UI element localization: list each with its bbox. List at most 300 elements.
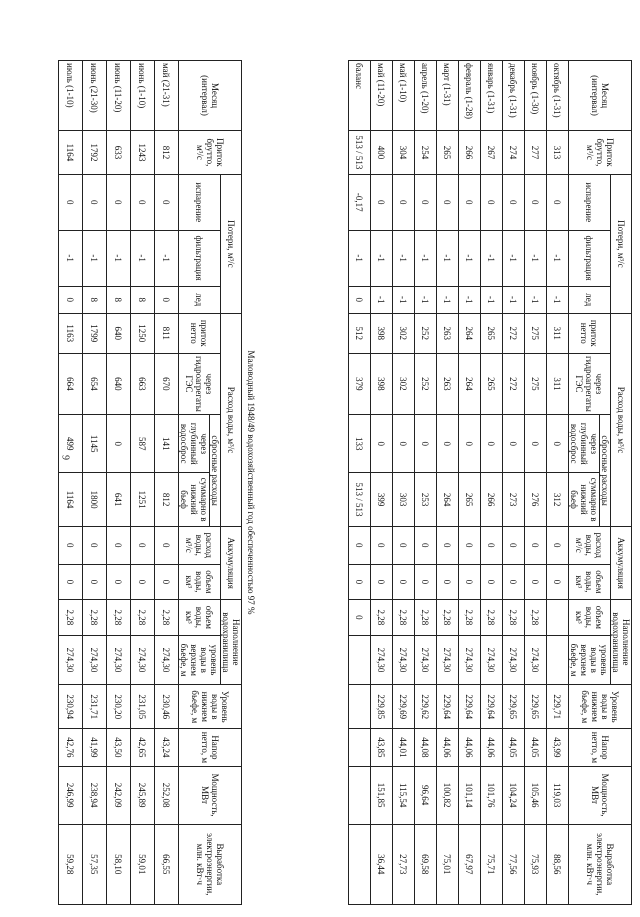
cell-head: 44,06 [481,729,503,767]
cell-evap: 0 [131,174,155,230]
cell-power [349,766,371,824]
cell-month: декабрь (1-31) [503,61,525,131]
cell-month: июнь (1-10) [131,61,155,131]
cell-filt: -1 [437,230,459,286]
hdr2-inflow-gross: Приток брутто, м³/с [179,131,242,175]
cell-low: 229,65 [503,685,525,729]
cell-month: июнь (11-20) [107,61,131,131]
cell-evap: 0 [83,174,107,230]
cell-aflow: 0 [503,526,525,564]
hdr2-energy: Выработка электроэнергии, млн. кВт·ч [179,824,242,904]
cell-inflow: 1792 [83,131,107,175]
cell-energy: 66,55 [155,824,179,904]
hdr2-via-hpp: через гидроагрегаты ГЭС [179,353,221,415]
cell-spill: 0 [371,415,393,473]
cell-energy: 58,10 [107,824,131,904]
cell-ice: -1 [547,286,569,313]
hdr-level-upper: уровень воды в верхнем бьефе, м [569,635,611,685]
cell-energy: 59,28 [59,824,83,904]
table-row [131,61,155,905]
cell-month: ноябрь (1-30) [525,61,547,131]
cell-hpp: 670 [155,353,179,415]
cell-total: 312 [547,473,569,527]
hdr-evaporation: испарение [569,174,611,230]
cell-avol: 0 [481,564,503,600]
table-row [59,61,83,905]
cell-aflow: 0 [349,526,371,564]
cell-avol: 0 [459,564,481,600]
cell-inflow: 513 / 513 [349,131,371,175]
cell-lvl: 274,30 [393,635,415,685]
cell-spill: 1145 [83,415,107,473]
cell-energy: 88,56 [547,824,569,904]
cell-power: 119,03 [547,766,569,824]
cell-total: 513 / 513 [349,473,371,527]
hdr-accumulation: Аккумуляция [611,526,632,599]
cell-lvl: 274,30 [371,635,393,685]
cell-vol [547,600,569,636]
cell-vol: 2,28 [155,600,179,636]
table-regime-2 [58,60,242,905]
cell-total: 1251 [131,473,155,527]
hdr2-power: Мощность, МВт [179,766,242,824]
cell-lvl [547,635,569,685]
cell-avol: 0 [547,564,569,600]
cell-month: май (21-31) [155,61,179,131]
cell-inflow: 400 [371,131,393,175]
cell-evap: 0 [59,174,83,230]
hdr-power: Мощность, МВт [569,766,632,824]
cell-spill: 0 [525,415,547,473]
cell-ice: -1 [371,286,393,313]
cell-inflow: 274 [503,131,525,175]
cell-aflow: 0 [371,526,393,564]
table-row [83,61,107,905]
cell-ice: -1 [525,286,547,313]
cell-filt: -1 [459,230,481,286]
cell-ice: 8 [107,286,131,313]
cell-filt: -1 [371,230,393,286]
cell-energy: 67,97 [459,824,481,904]
cell-evap: -0,17 [349,174,371,230]
cell-head: 42,65 [131,729,155,767]
cell-net: 512 [349,313,371,353]
cell-evap: 0 [503,174,525,230]
hdr-fill-volume: объем воды, км³ [569,600,611,636]
cell-net: 264 [459,313,481,353]
cell-evap: 0 [393,174,415,230]
table-row [371,61,393,905]
hdr-discharge: сбросные расходы [600,415,611,527]
cell-hpp: 265 [481,353,503,415]
table-row [459,61,481,905]
cell-inflow: 812 [155,131,179,175]
cell-head: 43,50 [107,729,131,767]
cell-inflow: 266 [459,131,481,175]
cell-low: 229,65 [525,685,547,729]
table-row [349,61,371,905]
cell-hpp: 272 [503,353,525,415]
hdr2-total-tail: суммарно в нижний бьеф [179,473,210,527]
cell-low: 231,05 [131,685,155,729]
cell-month: май (11-20) [371,61,393,131]
hdr-level-lower: Уровень воды в нижнем бьефе, м [569,685,632,729]
table-regime-1 [348,60,632,905]
cell-avol: 0 [131,564,155,600]
cell-ice: 0 [59,286,83,313]
cell-inflow: 633 [107,131,131,175]
cell-aflow: 0 [393,526,415,564]
cell-low [349,685,371,729]
cell-low: 230,94 [59,685,83,729]
cell-aflow: 0 [131,526,155,564]
cell-filt: -1 [155,230,179,286]
cell-aflow: 0 [155,526,179,564]
cell-evap: 0 [459,174,481,230]
cell-spill: 0 [459,415,481,473]
table-2-body [59,61,179,905]
cell-total: 264 [437,473,459,527]
cell-filt: -1 [525,230,547,286]
cell-evap: 0 [547,174,569,230]
cell-month: июнь (21-30) [83,61,107,131]
cell-vol: 2,28 [371,600,393,636]
cell-energy: 59,01 [131,824,155,904]
cell-power: 100,82 [437,766,459,824]
cell-evap: 0 [371,174,393,230]
cell-spill: 587 [131,415,155,473]
cell-ice: 8 [83,286,107,313]
cell-hpp: 275 [525,353,547,415]
cell-spill: 0 [547,415,569,473]
hdr-reservoir-fill: Наполнение водохранилища [611,600,632,685]
cell-vol: 2,28 [503,600,525,636]
cell-power: 245,89 [131,766,155,824]
cell-spill: 0 [107,415,131,473]
hdr2-evaporation: испарение [179,174,221,230]
cell-ice: -1 [481,286,503,313]
cell-power: 101,76 [481,766,503,824]
cell-aflow: 0 [415,526,437,564]
cell-vol: 2,28 [393,600,415,636]
cell-hpp: 379 [349,353,371,415]
table-row [547,61,569,905]
cell-spill: 141 [155,415,179,473]
cell-avol: 0 [525,564,547,600]
cell-head: 44,06 [437,729,459,767]
cell-avol: 0 [59,564,83,600]
cell-inflow: 313 [547,131,569,175]
cell-lvl: 274,30 [415,635,437,685]
cell-evap: 0 [415,174,437,230]
cell-energy: 75,71 [481,824,503,904]
hdr2-inflow-net: приток нетто [179,313,221,353]
hdr2-via-spillway: через глубинный водосброс [179,415,210,473]
cell-evap: 0 [155,174,179,230]
cell-ice: -1 [437,286,459,313]
cell-lvl: 274,30 [481,635,503,685]
cell-head: 43,85 [371,729,393,767]
table-row [525,61,547,905]
cell-ice: 0 [349,286,371,313]
cell-filt: -1 [349,230,371,286]
cell-low: 231,71 [83,685,107,729]
cell-hpp: 252 [415,353,437,415]
cell-total: 399 [371,473,393,527]
cell-ice: -1 [415,286,437,313]
cell-power: 96,64 [415,766,437,824]
cell-total: 812 [155,473,179,527]
hdr-acc-flow: расход воды, м³/с [569,526,611,564]
cell-power: 252,08 [155,766,179,824]
cell-net: 1250 [131,313,155,353]
cell-low: 229,64 [437,685,459,729]
table-1-body [349,61,569,905]
cell-lvl: 274,30 [131,635,155,685]
cell-energy: 69,58 [415,824,437,904]
hdr2-acc-flow: расход воды, м³/с [179,526,221,564]
cell-vol: 2,28 [59,600,83,636]
cell-month: апрель (1-20) [415,61,437,131]
cell-hpp: 311 [547,353,569,415]
cell-filt: -1 [393,230,415,286]
cell-lvl: 274,30 [155,635,179,685]
cell-head: 44,01 [393,729,415,767]
cell-filt: -1 [59,230,83,286]
cell-avol: 0 [503,564,525,600]
cell-vol: 2,28 [83,600,107,636]
cell-vol: 2,28 [131,600,155,636]
table-row [155,61,179,905]
cell-hpp: 640 [107,353,131,415]
page-number: 9 [59,455,71,460]
cell-head [349,729,371,767]
hdr-water-flow: Расход воды, м³/с [611,313,632,526]
cell-net: 398 [371,313,393,353]
hdr2-head: Напор нетто, м [179,729,242,767]
cell-total: 266 [481,473,503,527]
cell-head: 44,05 [525,729,547,767]
table-row [503,61,525,905]
cell-hpp: 264 [459,353,481,415]
cell-lvl: 274,30 [459,635,481,685]
cell-power: 105,46 [525,766,547,824]
cell-aflow: 0 [459,526,481,564]
cell-aflow: 0 [437,526,459,564]
hdr-energy: Выработка электроэнергии, млн. кВт·ч [569,824,632,904]
hdr-ice: лед [569,286,611,313]
cell-spill: 0 [437,415,459,473]
cell-avol: 0 [371,564,393,600]
cell-power: 238,94 [83,766,107,824]
cell-vol: 0 [349,600,371,636]
cell-head: 44,08 [415,729,437,767]
cell-month: октябрь (1-31) [547,61,569,131]
cell-inflow: 1243 [131,131,155,175]
cell-spill: 133 [349,415,371,473]
cell-month: март (1-31) [437,61,459,131]
cell-inflow: 304 [393,131,415,175]
cell-ice: -1 [459,286,481,313]
cell-hpp: 398 [371,353,393,415]
cell-filt: -1 [83,230,107,286]
cell-net: 1799 [83,313,107,353]
cell-avol: 0 [415,564,437,600]
cell-vol: 2,28 [459,600,481,636]
cell-net: 302 [393,313,415,353]
cell-energy: 75,01 [437,824,459,904]
cell-energy: 27,73 [393,824,415,904]
hdr2-level-upper: уровень воды в верхнем бьефе, м [179,635,221,685]
cell-spill: 0 [415,415,437,473]
cell-hpp: 664 [59,353,83,415]
cell-ice: -1 [503,286,525,313]
hdr-total-tail: суммарно в нижний бьеф [569,473,600,527]
hdr2-accumulation: Аккумуляция [221,526,242,599]
table-row [481,61,503,905]
cell-energy: 36,44 [371,824,393,904]
cell-low: 229,62 [415,685,437,729]
cell-total: 1164 [59,473,83,527]
cell-aflow: 0 [547,526,569,564]
cell-aflow: 0 [107,526,131,564]
cell-low: 229,64 [459,685,481,729]
cell-spill: 0 [481,415,503,473]
hdr2-ice: лед [179,286,221,313]
cell-filt: -1 [131,230,155,286]
cell-lvl [349,635,371,685]
cell-head: 43,99 [547,729,569,767]
cell-ice: 8 [131,286,155,313]
cell-evap: 0 [437,174,459,230]
cell-lvl: 274,30 [83,635,107,685]
cell-inflow: 1164 [59,131,83,175]
cell-low: 230,20 [107,685,131,729]
cell-low: 229,69 [393,685,415,729]
cell-power: 104,24 [503,766,525,824]
cell-aflow: 0 [59,526,83,564]
cell-evap: 0 [481,174,503,230]
cell-power: 246,99 [59,766,83,824]
cell-net: 311 [547,313,569,353]
hdr-via-spillway: через глубинный водосброс [569,415,600,473]
hdr-filtration: фильтрация [569,230,611,286]
cell-inflow: 267 [481,131,503,175]
hdr-via-hpp: через гидроагрегаты ГЭС [569,353,611,415]
cell-hpp: 663 [131,353,155,415]
cell-low: 229,64 [481,685,503,729]
cell-lvl: 274,30 [107,635,131,685]
cell-low: 230,46 [155,685,179,729]
cell-aflow: 0 [83,526,107,564]
cell-total: 1800 [83,473,107,527]
cell-filt: -1 [415,230,437,286]
cell-energy: 77,56 [503,824,525,904]
cell-total: 276 [525,473,547,527]
cell-hpp: 302 [393,353,415,415]
cell-lvl: 274,30 [59,635,83,685]
cell-avol: 0 [437,564,459,600]
cell-ice: -1 [393,286,415,313]
table-row [437,61,459,905]
cell-filt: -1 [503,230,525,286]
cell-vol: 2,28 [415,600,437,636]
hdr2-month: Месяц (интервал) [179,61,242,131]
cell-energy: 57,35 [83,824,107,904]
cell-total: 641 [107,473,131,527]
cell-hpp: 263 [437,353,459,415]
cell-avol: 0 [349,564,371,600]
cell-net: 640 [107,313,131,353]
cell-avol: 0 [393,564,415,600]
hdr-inflow-net: приток нетто [569,313,611,353]
cell-net: 1163 [59,313,83,353]
cell-avol: 0 [107,564,131,600]
hdr-acc-volume: объем воды, км³ [569,564,611,600]
hdr2-level-lower: Уровень воды в нижнем бьефе, м [179,685,242,729]
cell-inflow: 254 [415,131,437,175]
hdr-head: Напор нетто, м [569,729,632,767]
cell-hpp: 654 [83,353,107,415]
table-row [107,61,131,905]
cell-low: 229,85 [371,685,393,729]
cell-filt: -1 [481,230,503,286]
cell-total: 253 [415,473,437,527]
cell-net: 811 [155,313,179,353]
cell-month: февраль (1-28) [459,61,481,131]
cell-month: январь (1-31) [481,61,503,131]
hdr-inflow-gross: Приток брутто, м³/с [569,131,632,175]
cell-head: 42,76 [59,729,83,767]
cell-head: 44,05 [503,729,525,767]
hdr2-fill-volume: объем воды, км³ [179,600,221,636]
hdr2-discharge: сбросные расходы [210,415,221,527]
hdr2-acc-volume: объем воды, км³ [179,564,221,600]
cell-filt: -1 [107,230,131,286]
cell-avol: 0 [155,564,179,600]
cell-net: 275 [525,313,547,353]
cell-power: 151,85 [371,766,393,824]
cell-net: 265 [481,313,503,353]
hdr2-filtration: фильтрация [179,230,221,286]
hdr-losses: Потери, м³/с [611,174,632,313]
cell-avol: 0 [83,564,107,600]
cell-aflow: 0 [481,526,503,564]
cell-filt: -1 [547,230,569,286]
cell-lvl: 274,30 [437,635,459,685]
cell-total: 303 [393,473,415,527]
table-2-caption: Маловодный 1948/49 водохозяйственный год обеспеченностью 97 % [246,350,256,615]
hdr2-losses: Потери, м³/с [221,174,242,313]
hdr2-reservoir-fill: Наполнение водохранилища [221,600,242,685]
cell-head: 43,24 [155,729,179,767]
cell-power: 242,09 [107,766,131,824]
cell-aflow: 0 [525,526,547,564]
cell-lvl: 274,30 [503,635,525,685]
cell-spill: 0 [393,415,415,473]
table-row [393,61,415,905]
cell-vol: 2,28 [481,600,503,636]
cell-inflow: 265 [437,131,459,175]
cell-vol: 2,28 [107,600,131,636]
cell-low: 229,71 [547,685,569,729]
cell-net: 252 [415,313,437,353]
cell-energy [349,824,371,904]
cell-total: 273 [503,473,525,527]
table-row [415,61,437,905]
cell-energy: 75,93 [525,824,547,904]
cell-head: 44,06 [459,729,481,767]
